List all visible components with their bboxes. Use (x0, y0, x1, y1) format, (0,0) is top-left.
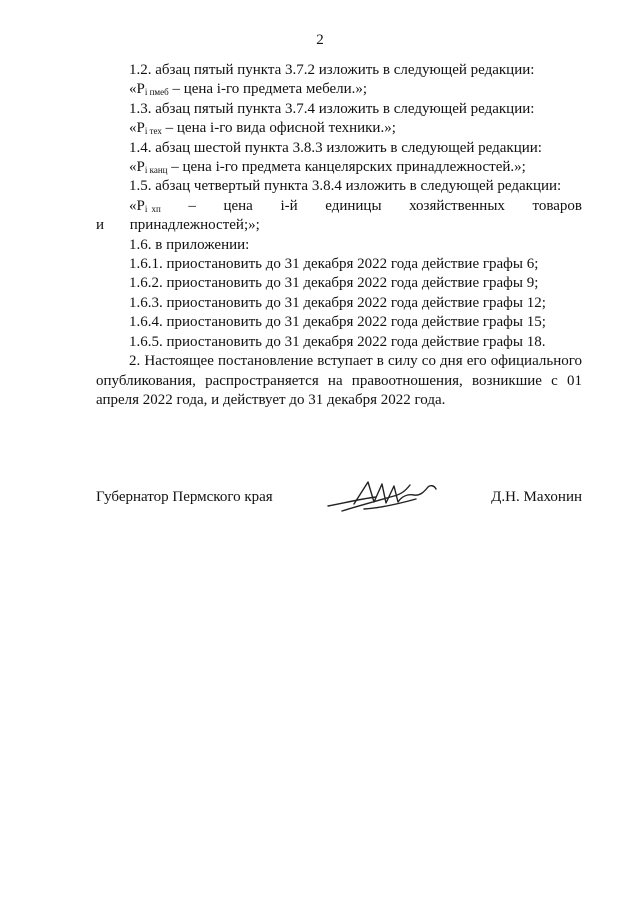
formula-subscript: i канц (144, 165, 168, 176)
paragraph-1-6-3: 1.6.3. приостановить до 31 декабря 2022 года действие графы 12; (129, 294, 546, 311)
paragraph-1-2: 1.2. абзац пятый пункта 3.7.2 изложить в следующей редакции: (129, 62, 535, 78)
formula-symbol: «P (129, 120, 145, 137)
formula-line-khp (96, 197, 582, 236)
signer-position: Губернатор Пермского края (96, 489, 273, 505)
document-body (96, 61, 582, 410)
paragraph-1-4: 1.4. абзац шестой пункта 3.8.3 изложить в следующей редакции: (129, 139, 542, 156)
paragraph-1-5: 1.5. абзац четвертый пункта 3.8.4 изложить в следующей редакции: (129, 178, 562, 195)
formula-definition: – цена i-го предмета мебели.»; (168, 81, 368, 98)
formula-subscript: i тех (144, 126, 162, 137)
formula-symbol: «P (129, 159, 145, 176)
formula-line-kants (96, 158, 582, 177)
formula-symbol: «P (129, 81, 145, 98)
formula-line-tekh (96, 119, 582, 138)
formula-definition: – цена i-го вида офисной техники.»; (161, 120, 396, 137)
paragraph-2: 2. Настоящее постановление вступает в силу со дня его официального опубликования, распространяется на правоотношения, возникшие с 01 апреля 2022 года, и действует до 31 декабря 2022 года. (96, 353, 582, 408)
formula-symbol: «P (129, 197, 145, 214)
formula-line-pmeb (96, 80, 582, 99)
paragraph-1-6-1: 1.6.1. приостановить до 31 декабря 2022 года действие графы 6; (129, 256, 539, 273)
paragraph-1-3: 1.3. абзац пятый пункта 3.7.4 изложить в следующей редакции: (129, 100, 535, 117)
paragraph-1-6-5: 1.6.5. приостановить до 31 декабря 2022 года действие графы 18. (129, 333, 546, 350)
handwritten-signature (324, 476, 444, 520)
formula-subscript: i хп (144, 203, 161, 214)
formula-definition: – цена i-й единицы хозяйственных товаров и принадлежностей;»; (96, 197, 582, 234)
formula-definition: – цена i-го предмета канцелярских принадлежностей.»; (167, 159, 526, 176)
formula-subscript: i пмеб (144, 87, 169, 98)
signer-name: Д.Н. Махонин (491, 489, 582, 505)
paragraph-1-6: 1.6. в приложении: (129, 236, 250, 253)
paragraph-1-6-2: 1.6.2. приостановить до 31 декабря 2022 года действие графы 9; (129, 275, 539, 292)
paragraph-1-6-4: 1.6.4. приостановить до 31 декабря 2022 года действие графы 15; (129, 314, 546, 331)
signature-block (96, 484, 582, 524)
page-number: 2 (316, 32, 324, 48)
